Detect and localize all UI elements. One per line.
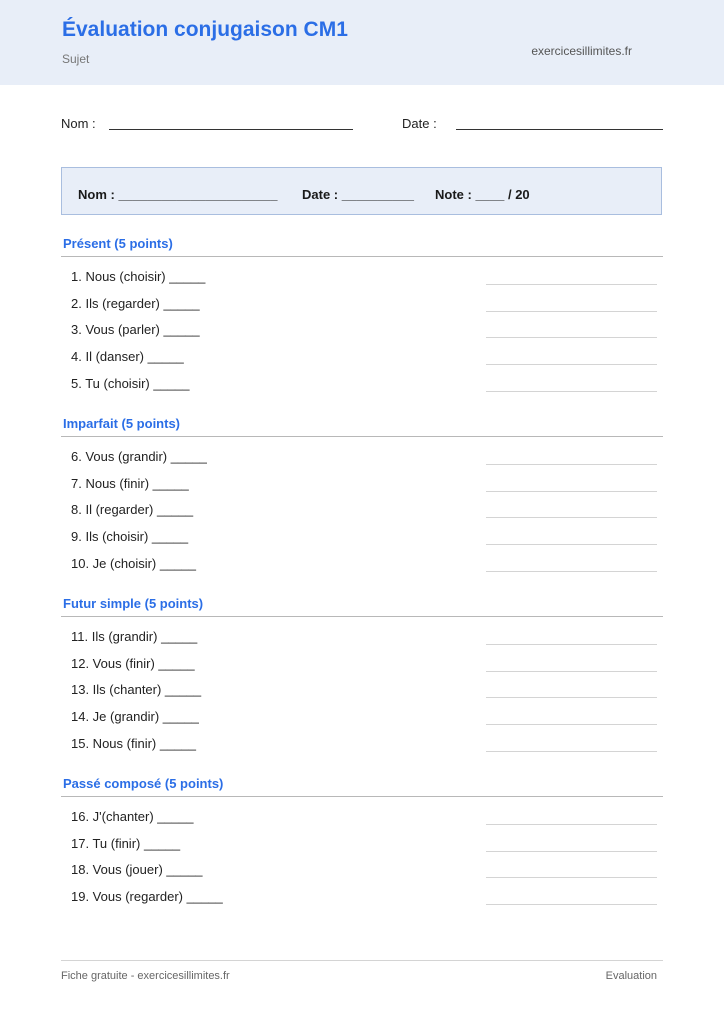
question: 12. Vous (finir) _____ [71,656,195,671]
answer-line[interactable] [486,671,657,672]
section-title: Passé composé (5 points) [63,776,224,791]
page-title: Évaluation conjugaison CM1 [62,18,348,41]
section-rule [61,616,663,617]
answer-line[interactable] [486,544,657,545]
section-rule [61,436,663,437]
question: 17. Tu (finir) _____ [71,836,181,851]
date-label: Date : [402,116,437,131]
question: 10. Je (choisir) _____ [71,556,197,571]
answer-line[interactable] [486,851,657,852]
answer-line[interactable] [486,517,657,518]
box-name: Nom : ______________________ [78,187,278,202]
name-label: Nom : [61,116,96,131]
question: 7. Nous (finir) _____ [71,476,189,491]
answer-line[interactable] [486,697,657,698]
question: 4. Il (danser) _____ [71,349,184,364]
section-title: Présent (5 points) [63,236,173,251]
date-line[interactable] [456,129,663,130]
question: 8. Il (regarder) _____ [71,502,194,517]
section-rule [61,796,663,797]
section-rule [61,256,663,257]
box-note: Note : ____ / 20 [435,187,530,202]
question: 9. Ils (choisir) _____ [71,529,189,544]
footer-rule [61,960,663,961]
answer-line[interactable] [486,904,657,905]
answer-line[interactable] [486,491,657,492]
answer-line[interactable] [486,284,657,285]
answer-line[interactable] [486,364,657,365]
question: 15. Nous (finir) _____ [71,736,197,751]
name-line[interactable] [109,129,353,130]
answer-line[interactable] [486,571,657,572]
page-header [0,0,724,85]
section-title: Imparfait (5 points) [63,416,181,431]
answer-line[interactable] [486,644,657,645]
question: 1. Nous (choisir) _____ [71,269,206,284]
answer-line[interactable] [486,391,657,392]
answer-line[interactable] [486,751,657,752]
question: 3. Vous (parler) _____ [71,322,200,337]
question: 2. Ils (regarder) _____ [71,296,200,311]
question: 16. J'(chanter) _____ [71,809,194,824]
footer-left-text: Fiche gratuite - exercicesillimites.fr [61,970,230,982]
question: 5. Tu (choisir) _____ [71,376,190,391]
page-subtitle: Sujet [62,52,90,66]
question: 11. Ils (grandir) _____ [71,629,198,644]
student-info-box [61,167,662,215]
answer-line[interactable] [486,464,657,465]
answer-line[interactable] [486,824,657,825]
answer-line[interactable] [486,724,657,725]
footer-right-text: Evaluation [605,970,657,982]
section-title: Futur simple (5 points) [63,596,204,611]
question: 18. Vous (jouer) _____ [71,862,203,877]
question: 13. Ils (chanter) _____ [71,682,202,697]
box-date: Date : __________ [302,187,415,202]
answer-line[interactable] [486,337,657,338]
question: 19. Vous (regarder) _____ [71,889,223,904]
answer-line[interactable] [486,311,657,312]
question: 6. Vous (grandir) _____ [71,449,207,464]
answer-line[interactable] [486,877,657,878]
site-name: exercicesillimites.fr [531,44,632,58]
question: 14. Je (grandir) _____ [71,709,199,724]
